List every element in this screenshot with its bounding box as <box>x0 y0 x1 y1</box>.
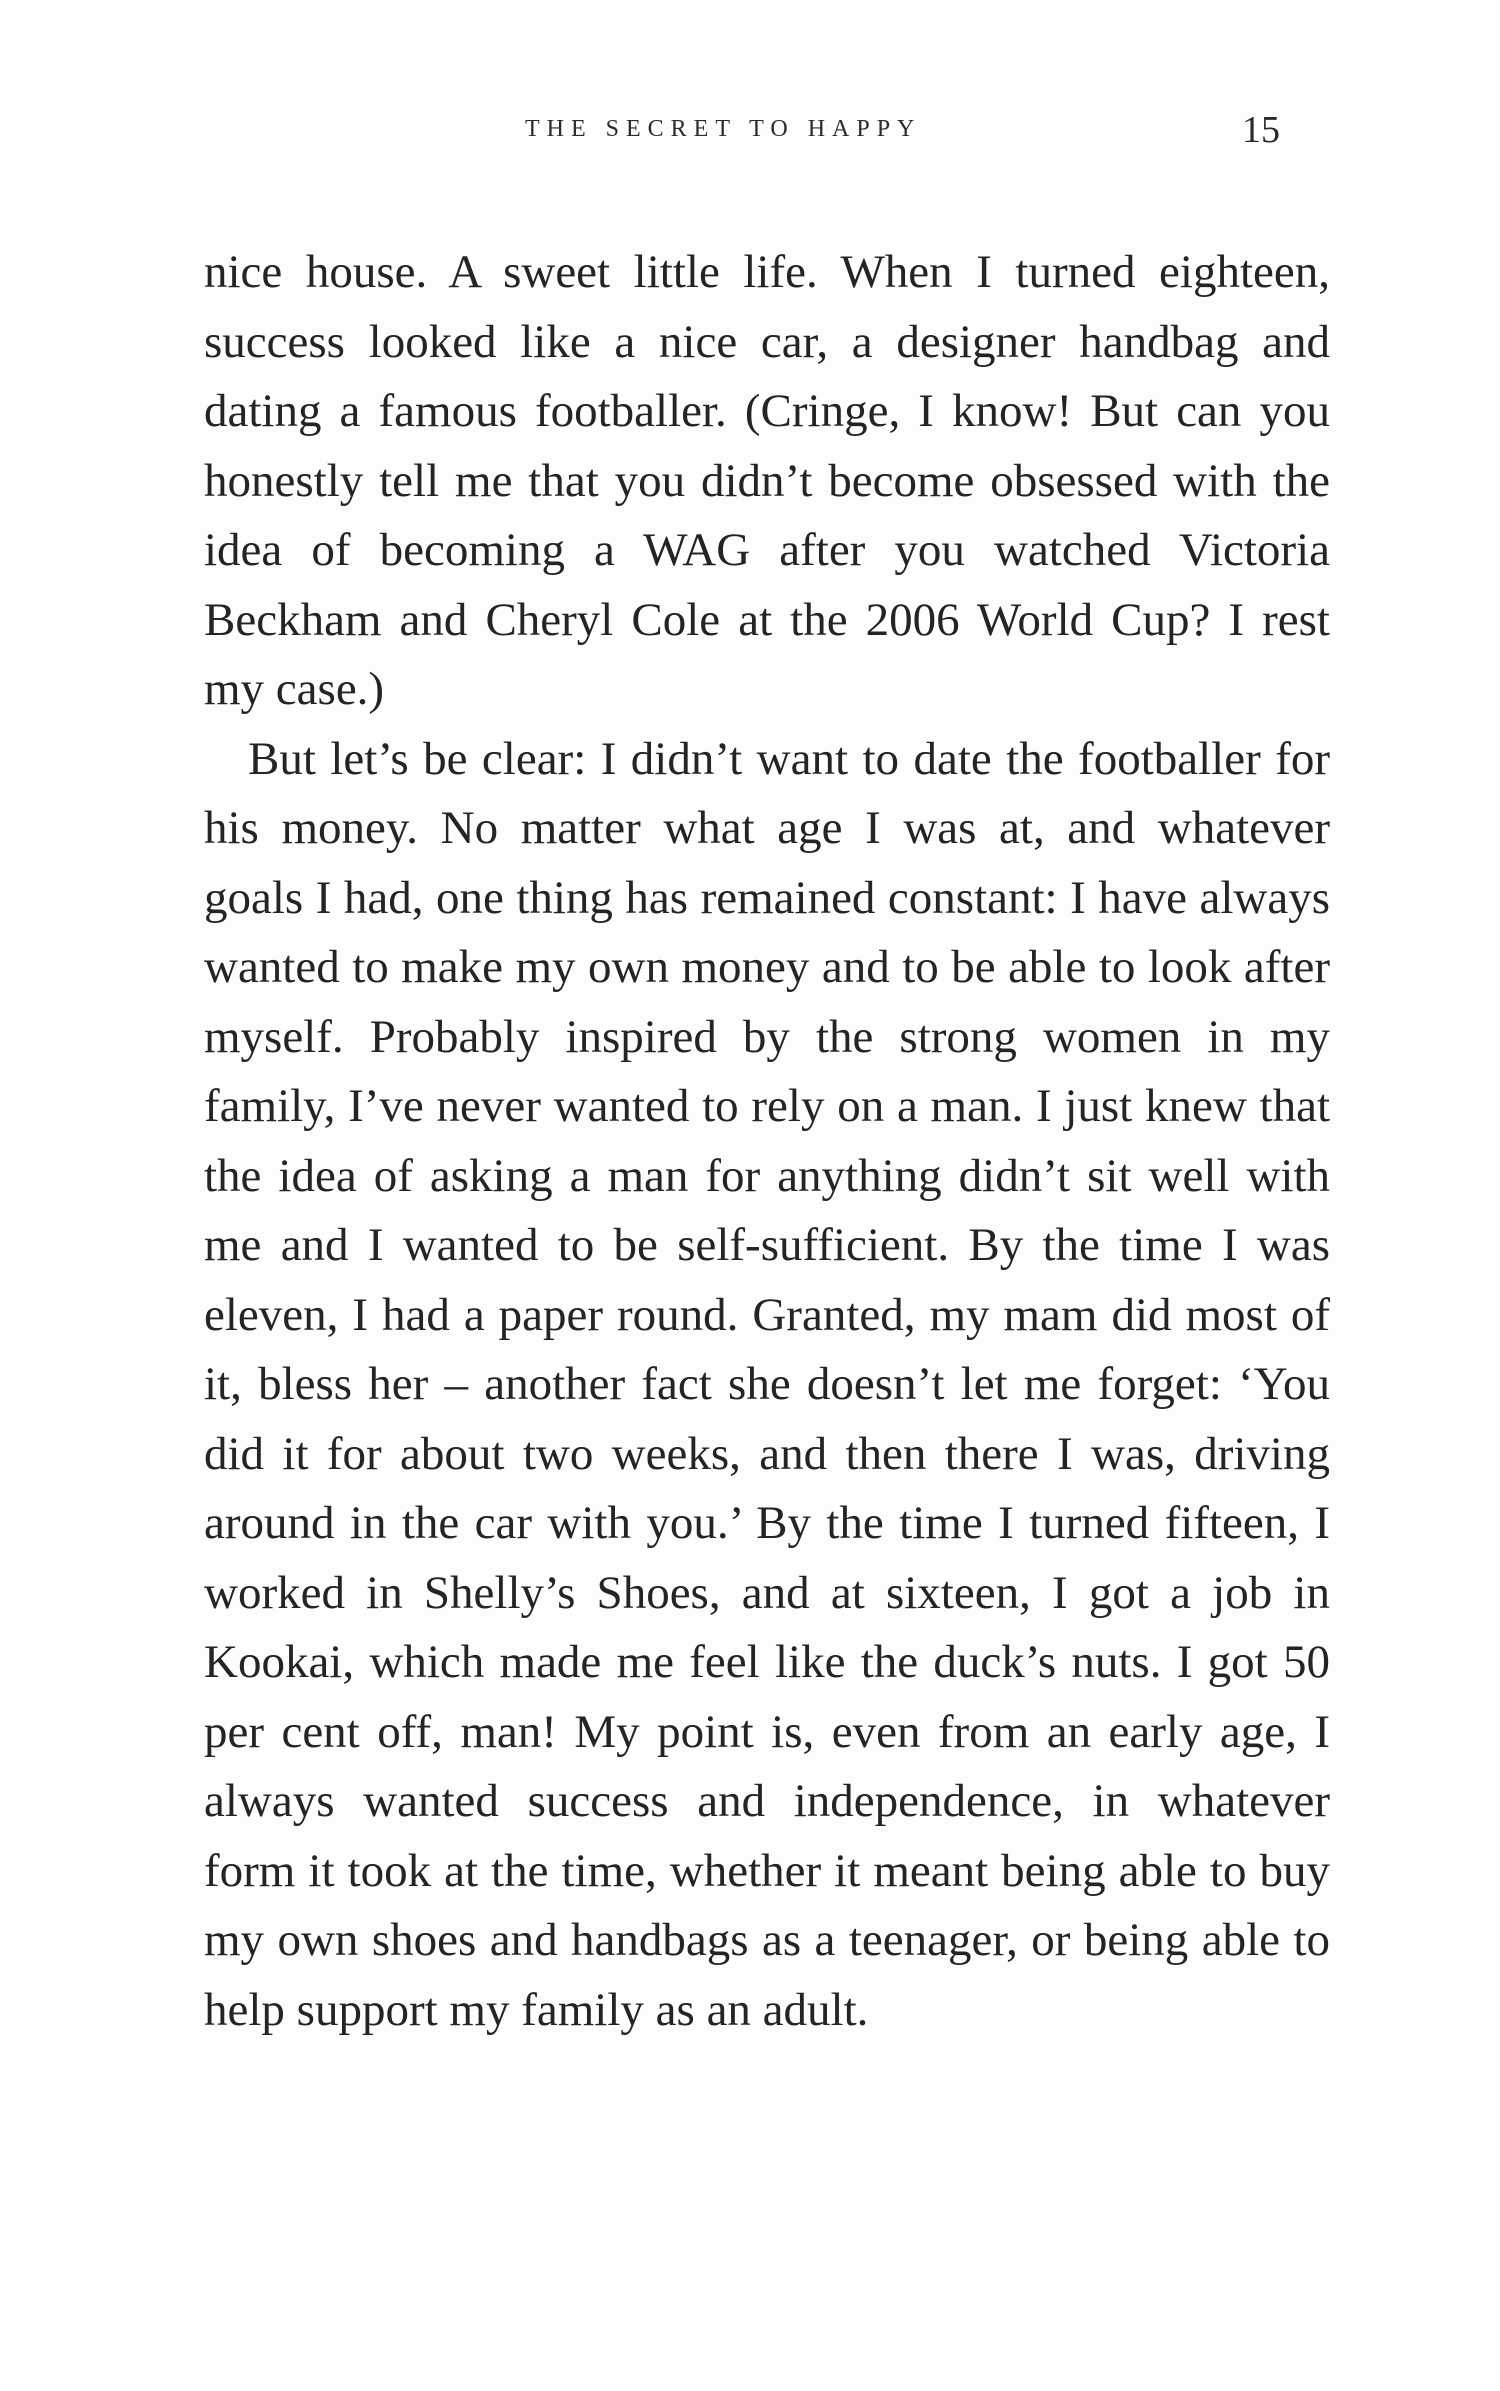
paragraph-2: But let’s be clear: I didn’t want to date the footballer for his money. No matter what age I was at, and whatever goals I had, one thing has remained constant: I have always wanted to make my own money and to be able to look after myself. Probably inspired by the strong women in my family, I’ve never wanted to rely on a man. I just knew that the idea of asking a man for anything didn’t sit well with me and I wanted to be self-sufficient. By the time I was eleven, I had a paper round. Granted, my mam did most of it, bless her – another fact she doesn’t let me forget: ‘You did it for about two weeks, and then there I was, driving around in the car with you.’ By the time I turned fifteen, I worked in Shelly’s Shoes, and at sixteen, I got a job in Kookai, which made me feel like the duck’s nuts. I got 50 per cent off, man! My point is, even from an early age, I always wanted success and independence, in whatever form it took at the time, whether it meant being able to buy my own shoes and handbags as a teenager, or being able to help support my family as an adult. <box>204 732 1330 2036</box>
paragraph-1: nice house. A sweet little life. When I turned eighteen, success looked like a nice car, a designer handbag and dating a famous footballer. (Cringe, I know! But can you honestly tell me that you didn’t become obsessed with the idea of becoming a WAG after you watched Victoria Beckham and Cheryl Cole at the 2006 World Cup? I rest my case.) <box>204 246 1330 715</box>
running-header <box>0 108 1500 151</box>
body-text <box>204 238 1330 2045</box>
running-title: THE SECRET TO HAPPY <box>525 116 922 142</box>
page-number: 15 <box>1242 109 1280 151</box>
